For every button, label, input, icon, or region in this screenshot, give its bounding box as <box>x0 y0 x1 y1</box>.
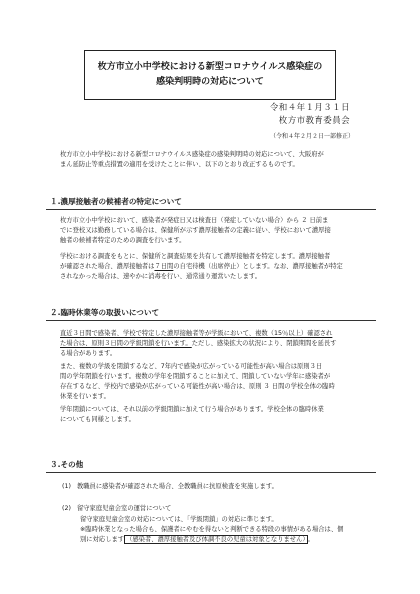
section-2-paragraph-2 <box>60 362 335 402</box>
text-line: ※臨時休業となった場合も、保護者にやむを得ないと判断できる特段の事情がある場合は、個 <box>80 526 344 533</box>
section-1-paragraph-1 <box>60 216 331 246</box>
boxed-note: （感染者、濃厚接触者及び体調不良の児童は対象となりません） <box>126 536 306 543</box>
text-line <box>60 262 343 272</box>
issuer: 枚方市教育委員会 <box>278 116 350 126</box>
title-line-1: 枚方市立小中学校における新型コロナウイルス感染症の <box>97 62 323 72</box>
section-2-heading: ２.臨時休業等の取扱いについて <box>50 308 160 317</box>
title-box <box>84 50 336 100</box>
text-line <box>60 329 337 339</box>
section-1-paragraph-2 <box>60 252 343 282</box>
text-line <box>60 339 337 349</box>
text-line: 学年閉鎖については、それ以前の学級閉鎖に加えて行う場合があります。学校全体の臨時休業 <box>60 406 324 413</box>
text-line: 休業を行います。 <box>60 393 110 400</box>
divider <box>46 209 376 210</box>
text-span: 別に対応します <box>80 536 125 543</box>
section-3-heading: ３.その他 <box>50 460 84 469</box>
item-text: 教職員に感染者が確認された場合、全教職員に抗原検査を実施します。 <box>76 483 278 490</box>
other-item-2 <box>62 504 171 514</box>
section-1-heading: １.濃厚接触者の候補者の特定について <box>50 197 182 206</box>
item-number: (2) <box>62 505 71 512</box>
text-line: 触者の候補者特定のための調査を行います。 <box>60 237 186 244</box>
underlined-text: た場合は、原則３日間の学級閉鎖を行います。 <box>60 340 192 347</box>
text-line: また、複数の学級を閉鎖するなど、7年内で感染が広がっている可能性が高い場合は原則３日 <box>60 363 323 370</box>
intro-line: まん延防止等重点措置の適用を受けたことに伴い、以下のとおり改正するものです。 <box>60 161 299 168</box>
text-line: 存在するなど、学校内で感染が広がっている可能性が高い場合は、原則 ３ 日間の学校全体の臨時 <box>60 383 335 390</box>
item-text: 留守家庭児童会室の運営について <box>76 505 172 512</box>
text-line: る場合があります。 <box>60 350 117 357</box>
title-line-2: 感染判明時の対応について <box>156 77 264 87</box>
text-line: についても同様とします。 <box>60 416 135 423</box>
underlined-text: 直近３日間で感染者、学校で特定した濃厚接触者等が学級において、複数（15％以上）確認され <box>60 330 333 337</box>
section-2-paragraph-1 <box>60 329 337 359</box>
text-span: ただし、感染拡大の状況により、閉鎖期間を延長す <box>191 340 337 347</box>
other-item-1 <box>62 482 278 492</box>
text-span: が確認された場合、濃厚接触者は <box>60 263 155 270</box>
item-number: (1) <box>62 483 71 490</box>
text-line: 間の学年閉鎖を行います。複数の学年を閉鎖することに加えて、閉鎖していない学年に感染者が <box>60 373 331 380</box>
revision-note: （令和４年２月２日一部修正） <box>269 133 354 140</box>
divider <box>46 472 376 473</box>
text-span: の自宅待機（出席停止）とします。なお、濃厚接触者が特定 <box>173 263 343 270</box>
underlined-text: ７日間 <box>154 263 174 270</box>
issue-info <box>270 102 350 128</box>
section-2-paragraph-3 <box>60 405 324 425</box>
issue-date: 令和４年１月３１日 <box>269 103 350 113</box>
intro-line: 枚方市立小中学校における新型コロナウイルス感染症の感染判明時の対応について、大阪府が <box>60 151 324 158</box>
divider <box>46 320 376 321</box>
text-line: 学校における調査をもとに、保健所と調査結果を共有して濃厚接触者を特定します。濃厚接触者 <box>60 253 331 260</box>
intro-paragraph <box>60 150 324 170</box>
text-line <box>62 504 171 514</box>
text-line: 枚方市立小中学校において、感染者が発症日又は検査日（発症していない場合）から ２ 日前ま <box>60 217 329 224</box>
text-line: 留守家庭児童会室の対応については、「学級閉鎖」の対応に準じます。 <box>80 516 278 523</box>
text-line: でに登校又は勤務している場合は、保健所が示す濃厚接触者の定義に従い、学校において濃厚接 <box>60 227 331 234</box>
text-span: 。 <box>307 536 314 543</box>
other-item-2-detail <box>80 515 343 545</box>
text-line: されなかった場合は、速やかに消毒を行い、通常通り運営いたします。 <box>60 273 261 280</box>
text-line <box>80 535 343 545</box>
